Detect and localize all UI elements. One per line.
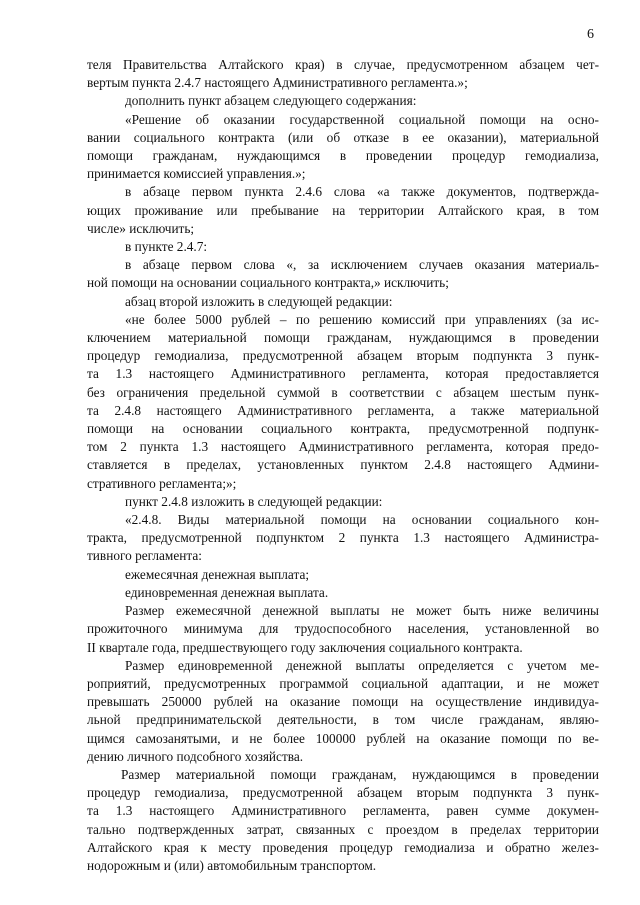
paragraph-line: в абзаце первом слова «, за исключением случаев оказания материаль-: [125, 257, 599, 273]
paragraph-line: Размер материальной помощи гражданам, нуждающимся в проведении: [121, 766, 599, 782]
paragraph-line: Размер ежемесячной денежной выплаты не может быть ниже величины: [125, 603, 599, 619]
paragraph-line: роприятий, предусмотренных программой социальной адаптации, и не может: [87, 675, 599, 691]
paragraph-line: вании социального контракта (или об отказе в ее оказании), материальной: [87, 129, 599, 145]
paragraph-line: дению личного подсобного хозяйства.: [87, 748, 304, 764]
paragraph-line: вертым пункта 2.4.7 настоящего Административного регламента.»;: [87, 75, 468, 91]
paragraph-line: нодорожным и (или) автомобильным транспортом.: [87, 857, 377, 873]
paragraph-line: тивного регламента:: [87, 548, 202, 564]
paragraph-line: процедур гемодиализа, предусмотренной абзацем вторым подпункта 3 пунк-: [87, 348, 599, 364]
paragraph-line: том 2 пункта 1.3 настоящего Административного регламента, которая предо-: [87, 439, 599, 455]
paragraph-line: та 2.4.8 настоящего Административного регламента, а также материальной: [87, 402, 599, 418]
paragraph-line: ной помощи на основании социального контракта,» исключить;: [87, 275, 449, 291]
page-number: 6: [587, 27, 594, 42]
paragraph-line: ключением материальной помощи гражданам, нуждающимся в проведении: [87, 330, 599, 346]
paragraph-line: в абзаце первом пункта 2.4.6 слова «а также документов, подтвержда-: [125, 184, 599, 200]
paragraph-line: ежемесячная денежная выплата;: [125, 566, 310, 582]
paragraph-line: прожиточного минимума для трудоспособного населения, установленной во: [87, 621, 599, 637]
paragraph-line: помощи на основании социального контракта, предусмотренной подпунк-: [87, 421, 599, 437]
paragraph-line: «не более 5000 рублей – по решению комиссий при управлениях (за ис-: [125, 311, 599, 327]
paragraph-line: щимся самозанятыми, и не более 100000 рублей на оказание помощи по ве-: [87, 730, 599, 746]
paragraph-line: тракта, предусмотренной подпунктом 2 пункта 1.3 настоящего Администра-: [87, 530, 599, 546]
paragraph-line: процедур гемодиализа, предусмотренной абзацем вторым подпункта 3 пунк-: [87, 785, 599, 801]
paragraph-line: стративного регламента;»;: [87, 475, 237, 491]
paragraph-line: льной предпринимательской деятельности, в том числе гражданам, являю-: [87, 712, 599, 728]
paragraph-line: ющих проживание или пребывание на территории Алтайского края, в том: [87, 202, 599, 218]
document-body: [87, 56, 599, 875]
paragraph-line: в пункте 2.4.7:: [125, 239, 208, 255]
paragraph-line: та 1.3 настоящего Административного регламента, равен сумме докумен-: [87, 803, 599, 819]
paragraph-line: та 1.3 настоящего Административного регламента, которая предоставляется: [87, 366, 599, 382]
paragraph-line: «Решение об оказании государственной социальной помощи на осно-: [125, 111, 599, 127]
paragraph-line: пункт 2.4.8 изложить в следующей редакции:: [125, 493, 383, 509]
paragraph-line: тально подтвержденных затрат, связанных с проездом в пределах территории: [87, 821, 599, 837]
paragraph-line: превышать 250000 рублей на оказание помощи на осуществление индивидуа-: [87, 694, 599, 710]
paragraph-line: без ограничения предельной суммой в соответствии с абзацем шестым пунк-: [87, 384, 599, 400]
paragraph-line: Алтайского края к месту проведения процедур гемодиализа и обратно желез-: [87, 839, 599, 855]
paragraph-line: абзац второй изложить в следующей редакции:: [125, 293, 393, 309]
paragraph-line: «2.4.8. Виды материальной помощи на основании социального кон-: [125, 512, 599, 528]
paragraph-line: ставляется в пределах, установленных пунктом 2.4.8 настоящего Админи-: [87, 457, 599, 473]
paragraph-line: принимается комиссией управления.»;: [87, 166, 306, 182]
paragraph-line: единовременная денежная выплата.: [125, 584, 329, 600]
paragraph-line: дополнить пункт абзацем следующего содержания:: [125, 93, 417, 109]
paragraph-line: теля Правительства Алтайского края) в случае, предусмотренном абзацем чет-: [87, 57, 599, 72]
paragraph-line: числе» исключить;: [87, 220, 195, 236]
paragraph-line: помощи гражданам, нуждающимся в проведении процедур гемодиализа,: [87, 148, 599, 164]
paragraph-line: Размер единовременной денежной выплаты определяется с учетом ме-: [125, 657, 599, 673]
paragraph-line: II квартале года, предшествующего году заключения социального контракта.: [87, 639, 523, 655]
